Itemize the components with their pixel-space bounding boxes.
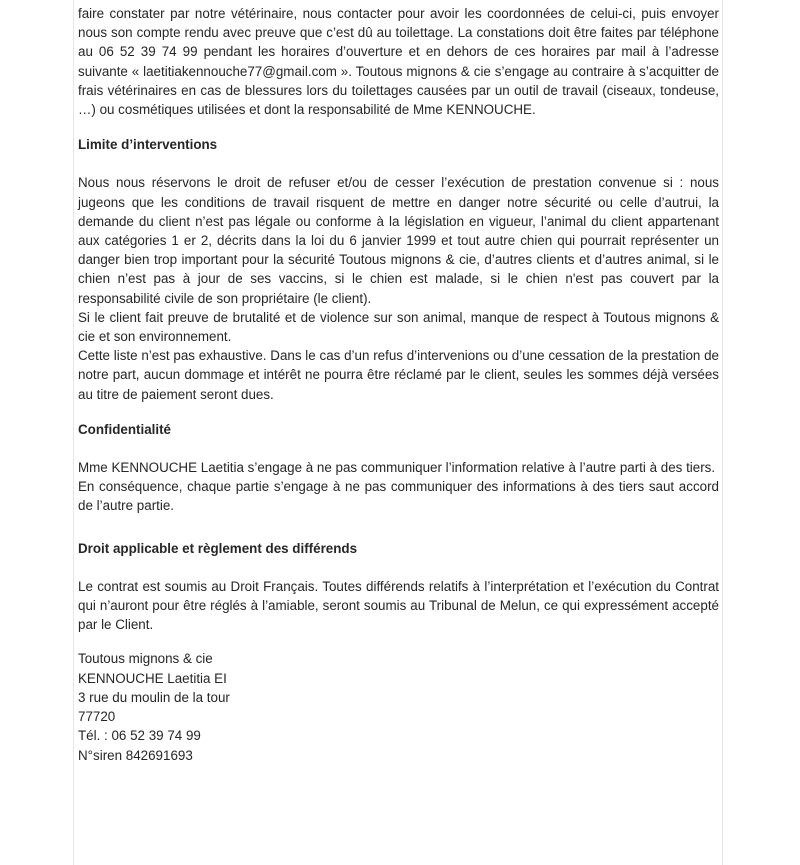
limite-paragraph-1: Nous nous réservons le droit de refuser et/ou de cesser l’exécution de prestation convenue si : nous jugeons que les conditions de travail risquent de mettre en danger notre sécurité ou celle d’autrui, la demande du client n’est pas légale ou conforme à la législation en vigueur, l’animal du client appartenant aux catégories 1 er 2, décrits dans la loi du 6 janvier 1999 et tout autre chien qui pourrait représenter un danger bien trop important pour la sécurité Toutous mignons & cie, d’autres clients et d’autres animal, si le chien n’est pas à jour de ses vaccins, si le chien est malade, si le chien n'est pas couvert par la responsabilité civile de son propriétaire (le client). [78, 175, 719, 306]
siren-number: N°siren 842691693 [78, 747, 193, 763]
confidentialite-paragraph-1: Mme KENNOUCHE Laetitia s’engage à ne pas communiquer l’information relative à l’autre parti à des tiers. [78, 460, 716, 476]
address-block [78, 649, 719, 745]
limite-paragraph-3: Cette liste n’est pas exhaustive. Dans le cas d’un refus d’intervenions ou d’une cessation de la prestation de notre part, aucun dommage et intérêt ne pourra être réclamé par le client, seules les sommes déjà versées au titre de paiement seront dues. [78, 348, 719, 402]
address-street: 3 rue du moulin de la tour [78, 689, 230, 705]
address-phone: Tél. : 06 52 39 74 99 [78, 728, 201, 744]
address-postcode: 77720 [78, 709, 116, 725]
address-name: KENNOUCHE Laetitia EI [78, 670, 227, 686]
address-company: Toutous mignons & cie [78, 651, 213, 667]
section-heading-confidentialite: Confidentialité [78, 421, 171, 437]
section-heading-droit-applicable: Droit applicable et règlement des différends [78, 540, 358, 556]
document-content [78, 4, 719, 765]
confidentialite-paragraph-2: En conséquence, chaque partie s’engage à ne pas communiquer des informations à des tiers saut accord de l’autre partie. [78, 479, 719, 514]
intro-paragraph: faire constater par notre vétérinaire, nous contacter pour avoir les coordonnées de celui-ci, puis envoyer nous son compte rendu avec preuve que c’est dû au toilettage. La constations doit être faites par téléphone au 06 52 39 74 99 pendant les horaires d’ouverture et en dehors de ces horaires par mail à l’adresse suivante « laetitiakennouche77@gmail.com ». Toutous mignons & cie s’engage au contraire à s’acquitter de frais vétérinaires en cas de blessures lors du toilettages causées par un outil de travail (ciseaux, tondeuse, …) ou cosmétiques utilisées et dont la responsabilité de Mme KENNOUCHE. [78, 6, 719, 118]
section-heading-limite: Limite d’interventions [78, 137, 218, 153]
droit-paragraph-1: Le contrat est soumis au Droit Français. Toutes différends relatifs à l’interprétation et l’exécution du Contrat qui n’auront pour être réglés à l’amiable, seront soumis au Tribunal de Melun, ce qui expressément accepté par le Client. [78, 578, 719, 633]
limite-paragraph-2: Si le client fait preuve de brutalité et de violence sur son animal, manque de respect à Toutous mignons & cie et son environnement. [78, 309, 719, 345]
